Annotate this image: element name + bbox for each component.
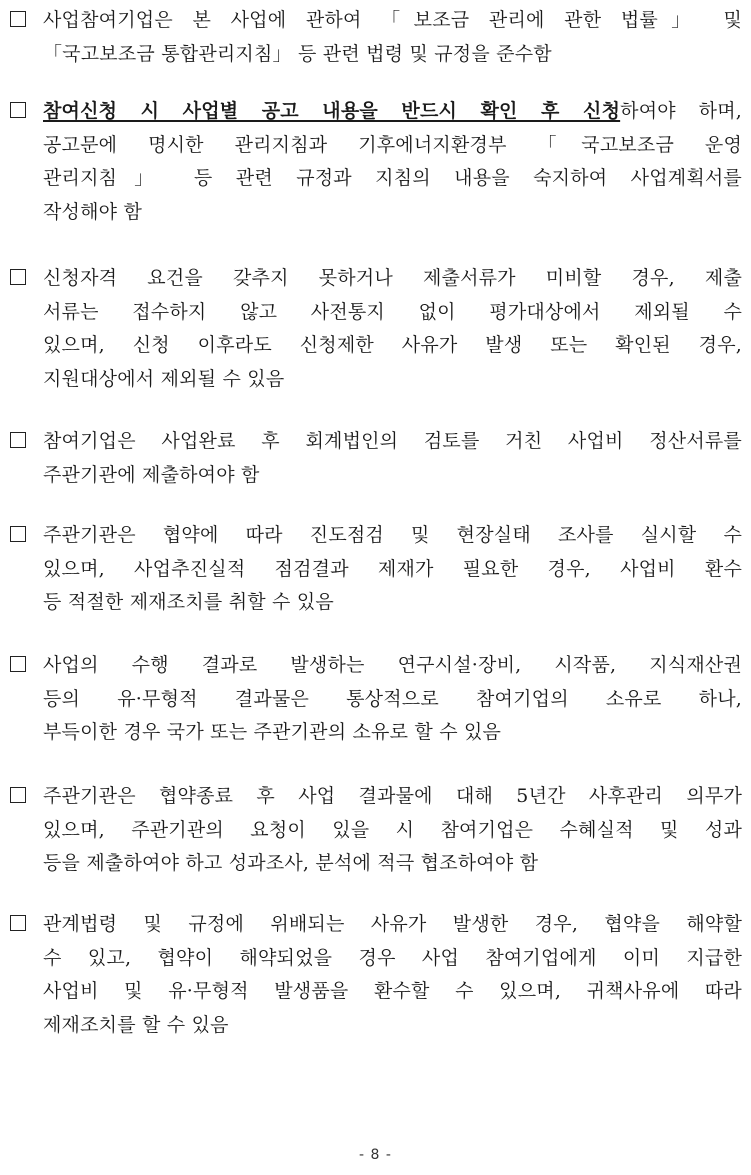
item-line: 주관기관은 협약에 따라 진도점검 및 현장실태 조사를 실시할 수 (43, 524, 742, 546)
item-line: 있으며, 주관기관의 요청이 있을 시 참여기업은 수혜실적 및 성과 (43, 818, 742, 841)
item-line: 참여기업은 사업완료 후 회계법인의 검토를 거친 사업비 정산서류를 (43, 430, 742, 452)
notice-item-2 (0, 95, 751, 229)
item-line: 사업참여기업은 본 사업에 관하여 「보조금 관리에 관한 법률」 및 (43, 9, 742, 31)
notice-item-3 (0, 262, 751, 396)
item-line: 작성해야 함 (43, 200, 143, 223)
item-line: 사업의 수행 결과로 발생하는 연구시설·장비, 시작품, 지식재산권 (43, 654, 742, 676)
item-line: 신청자격 요건을 갖추지 못하거나 제출서류가 미비할 경우, 제출 (43, 267, 742, 289)
notice-item-4 (0, 425, 751, 492)
item-line: 관리지침」 등 관련 규정과 지침의 내용을 숙지하여 사업계획서를 (43, 167, 742, 189)
item-line: 있으며, 사업추진실적 점검결과 제재가 필요한 경우, 사업비 환수 (43, 557, 742, 580)
item-line: 「국고보조금 통합관리지침」 등 관련 법령 및 규정을 준수함 (43, 42, 552, 65)
item-line: 주관기관은 협약종료 후 사업 결과물에 대해 5년간 사후관리 의무가 (43, 785, 742, 807)
notice-item-7 (0, 780, 751, 881)
item-line: 부득이한 경우 국가 또는 주관기관의 소유로 할 수 있음 (43, 721, 502, 743)
item-line: 등의 유·무형적 결과물은 통상적으로 참여기업의 소유로 하나, (43, 687, 742, 710)
notice-item-8 (0, 908, 751, 1042)
item-line-emphasis (0, 95, 751, 129)
item-line: 서류는 접수하지 않고 사전통지 없이 평가대상에서 제외될 수 (43, 300, 742, 323)
item-line: 등을 제출하여야 하고 성과조사, 분석에 적극 협조하여야 함 (43, 852, 539, 874)
item-line: 제재조치를 할 수 있음 (43, 1013, 229, 1036)
emphasis-text: 참여신청 시 사업별 공고 내용을 반드시 확인 후 신청 (43, 100, 621, 122)
item-line: 등 적절한 제재조치를 취할 수 있음 (43, 591, 334, 613)
item-line: 있으며, 신청 이후라도 신청제한 사유가 발생 또는 확인된 경우, (43, 334, 742, 356)
item-line: 주관기관에 제출하여야 함 (43, 463, 260, 486)
item-line: 공고문에 명시한 관리지침과 기후에너지환경부 「국고보조금 운영 (43, 133, 742, 156)
item-line: 관계법령 및 규정에 위배되는 사유가 발생한 경우, 협약을 해약할 (43, 913, 742, 935)
notice-item-1 (0, 4, 751, 71)
page-number: - 8 - (359, 1147, 392, 1163)
item-line: 지원대상에서 제외될 수 있음 (43, 367, 285, 390)
notice-item-6 (0, 649, 751, 750)
notice-item-5 (0, 519, 751, 620)
item-line-rest: 하여야 하며, (620, 100, 743, 122)
item-line: 사업비 및 유·무형적 발생품을 환수할 수 있으며, 귀책사유에 따라 (43, 980, 742, 1002)
item-line: 수 있고, 협약이 해약되었을 경우 사업 참여기업에게 이미 지급한 (43, 946, 742, 969)
